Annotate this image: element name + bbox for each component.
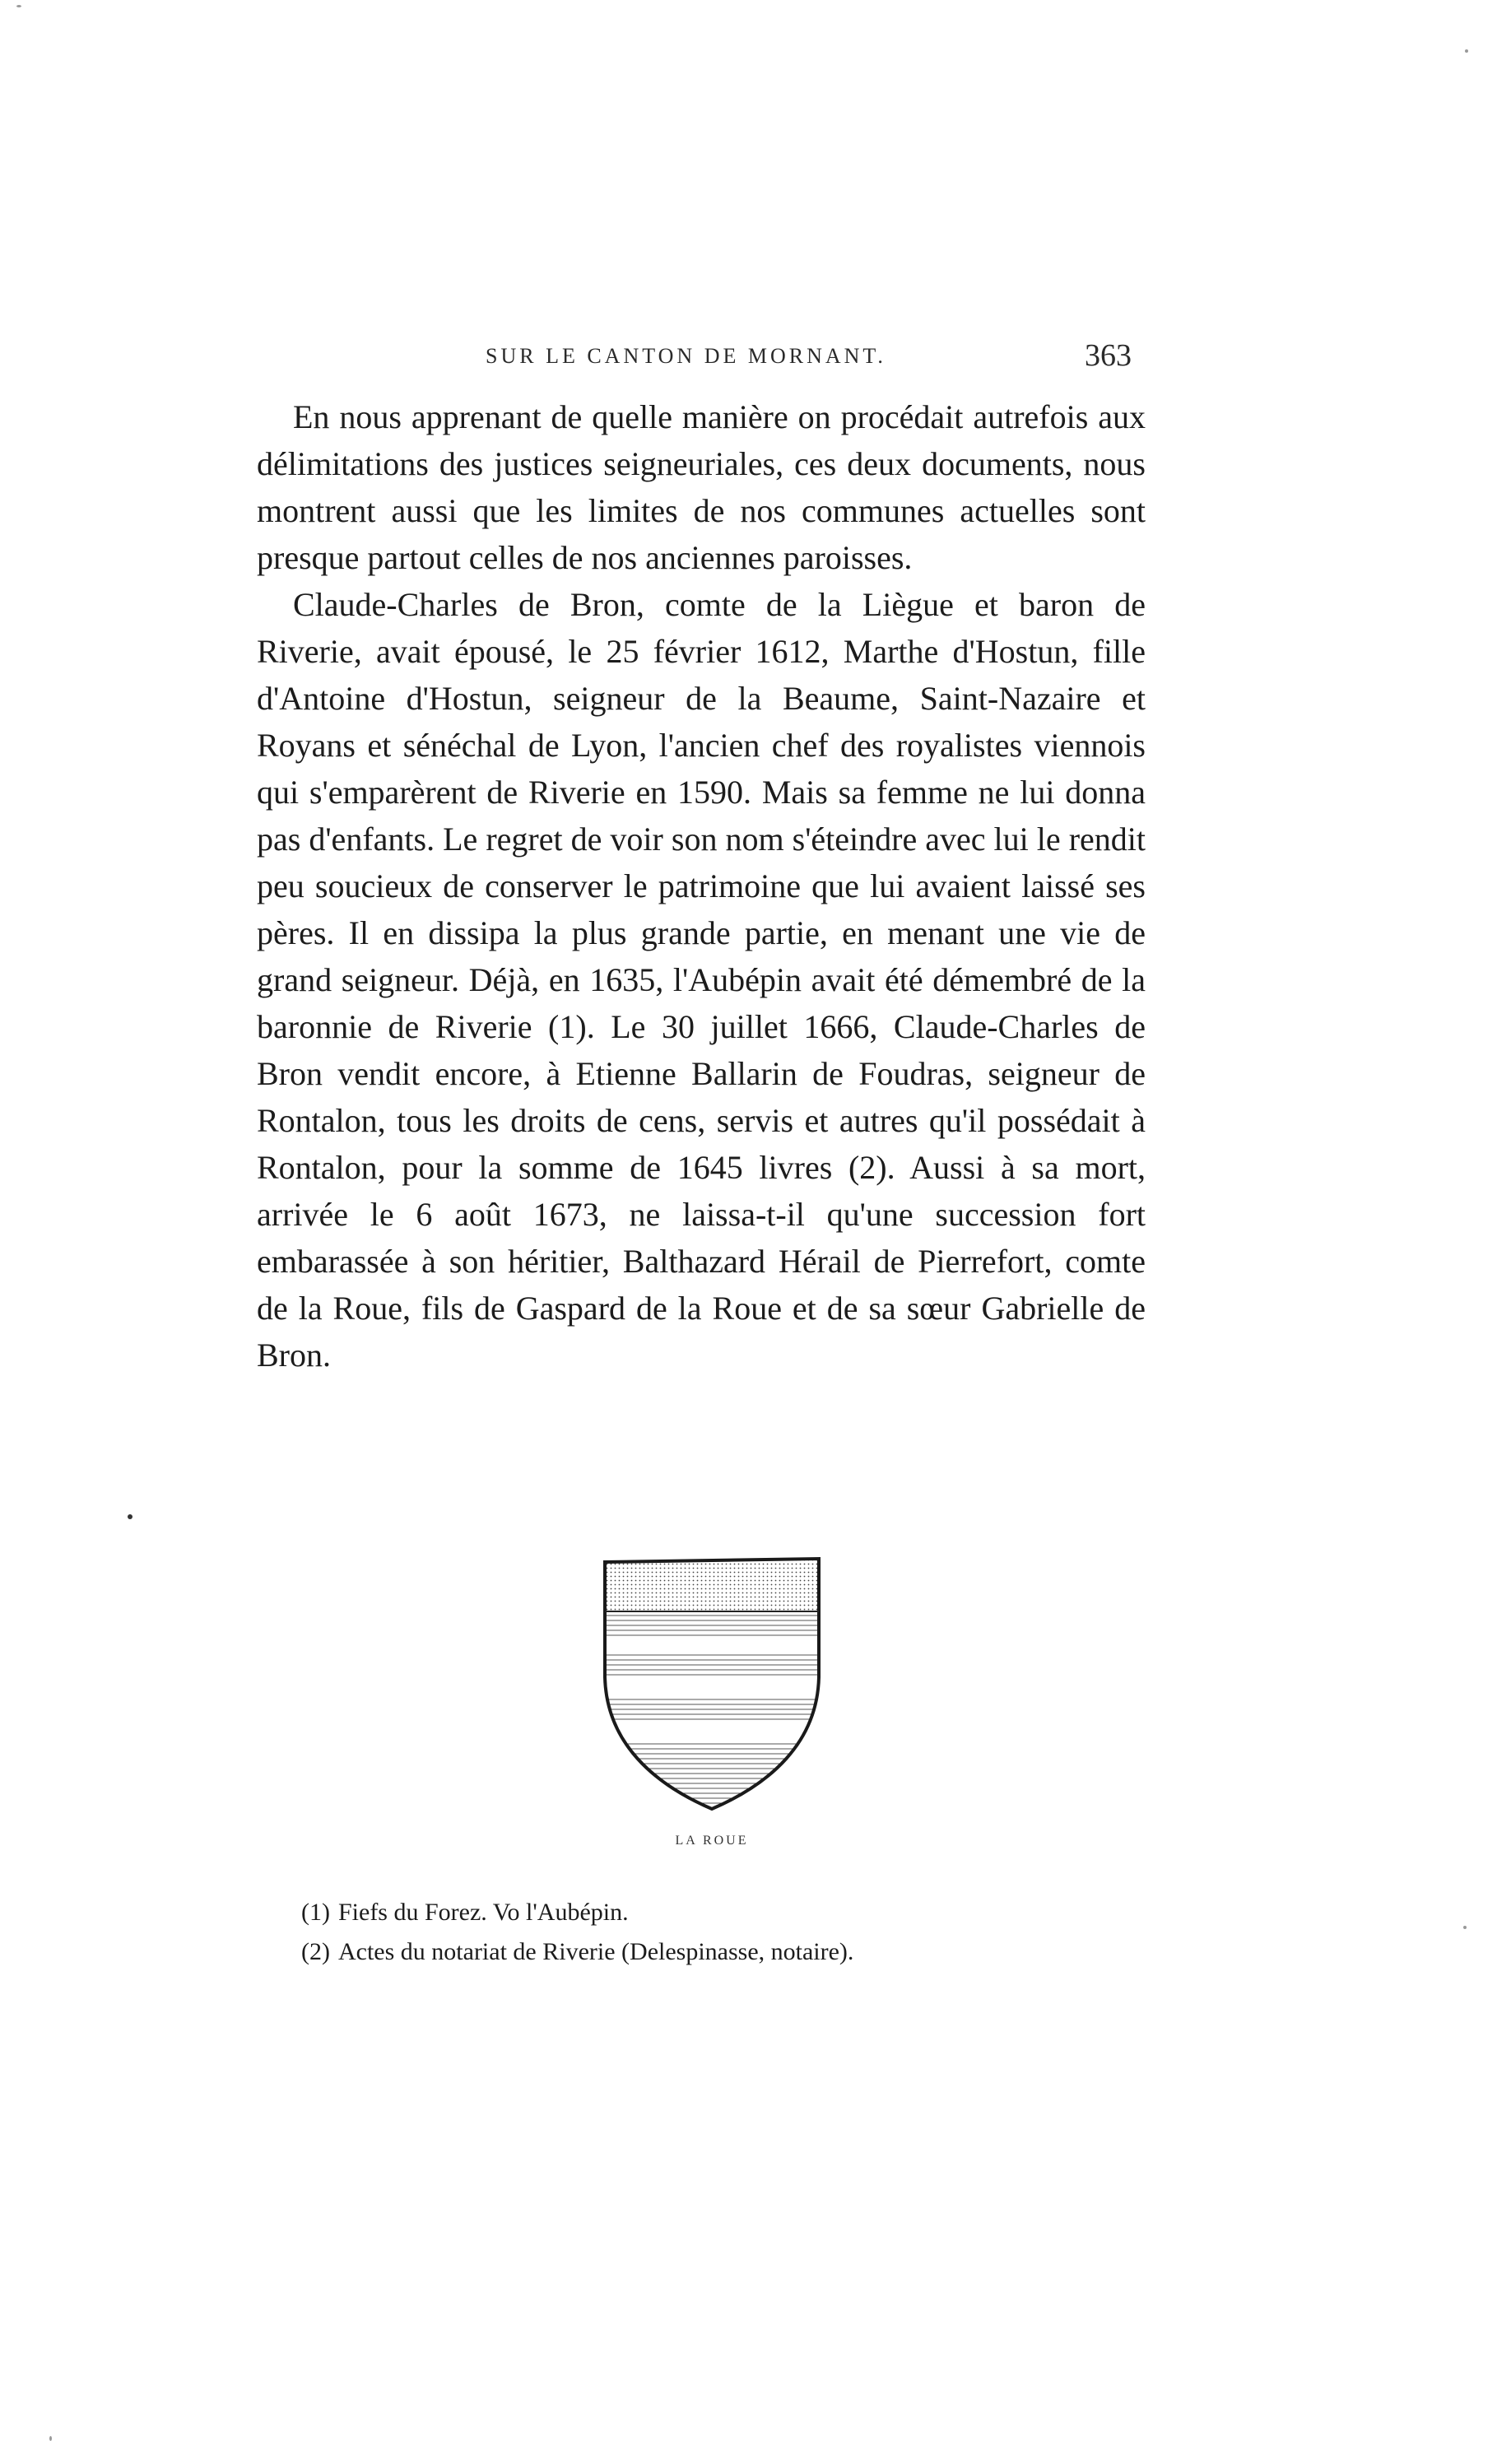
footnote-text: Fiefs du Forez. Vo l'Aubépin. [337,1899,629,1926]
footnote-marker: (1) [301,1899,330,1926]
scan-speck [1465,49,1468,53]
body-text [257,393,1146,1378]
coat-of-arms-figure [597,1554,827,1817]
coat-of-arms-icon [597,1554,827,1817]
scan-speck [1463,1926,1467,1929]
paragraph: En nous apprenant de quelle manière on procédait autrefois aux délimitations des justices seigneuriales, ces deux documents, nous montrent aussi que les limites de nos communes actuelles sont presque partout celles de nos anciennes paroisses. [257,398,1146,576]
footnotes [301,1893,1124,1972]
footnote-text: Actes du notariat de Riverie (Delespinasse, notaire). [337,1938,854,1965]
footnote [301,1893,1124,1932]
footnote-marker: (2) [301,1938,330,1965]
figure-caption: LA ROUE [675,1834,749,1848]
scan-speck [128,1514,132,1519]
paragraph: Claude-Charles de Bron, comte de la Liègue et baron de Riverie, avait épousé, le 25 février 1612, Marthe d'Hostun, fille d'Antoine d'Hostun, seigneur de la Beaume, Saint-Nazaire et Royans et sénéchal de Lyon, l'ancien chef des royalistes viennois qui s'emparèrent de Riverie en 1590. Mais sa femme ne lui donna pas d'enfants. Le regret de voir son nom s'éteindre avec lui le rendit peu soucieux de conserver le patrimoine que lui avaient laissé ses pères. Il en dissipa la plus grande partie, en menant une vie de grand seigneur. Déjà, en 1635, l'Aubépin avait été démembré de la baronnie de Riverie (1). Le 30 juillet 1666, Claude-Charles de Bron vendit encore, à Etienne Ballarin de Foudras, seigneur de Rontalon, tous les droits de cens, servis et autres qu'il possédait à Rontalon, pour la somme de 1645 livres (2). Aussi à sa mort, arrivée le 6 août 1673, ne laissa-t-il qu'une succession fort embarassée à son héritier, Balthazard Hérail de Pierrefort, comte de la Roue, fils de Gaspard de la Roue et de sa sœur Gabrielle de Bron. [257,586,1146,1374]
scan-speck [49,2436,52,2441]
scan-speck [16,5,21,7]
footnote [301,1932,1124,1972]
page-number: 363 [1085,338,1132,373]
running-head: SUR LE CANTON DE MORNANT. [486,344,886,368]
